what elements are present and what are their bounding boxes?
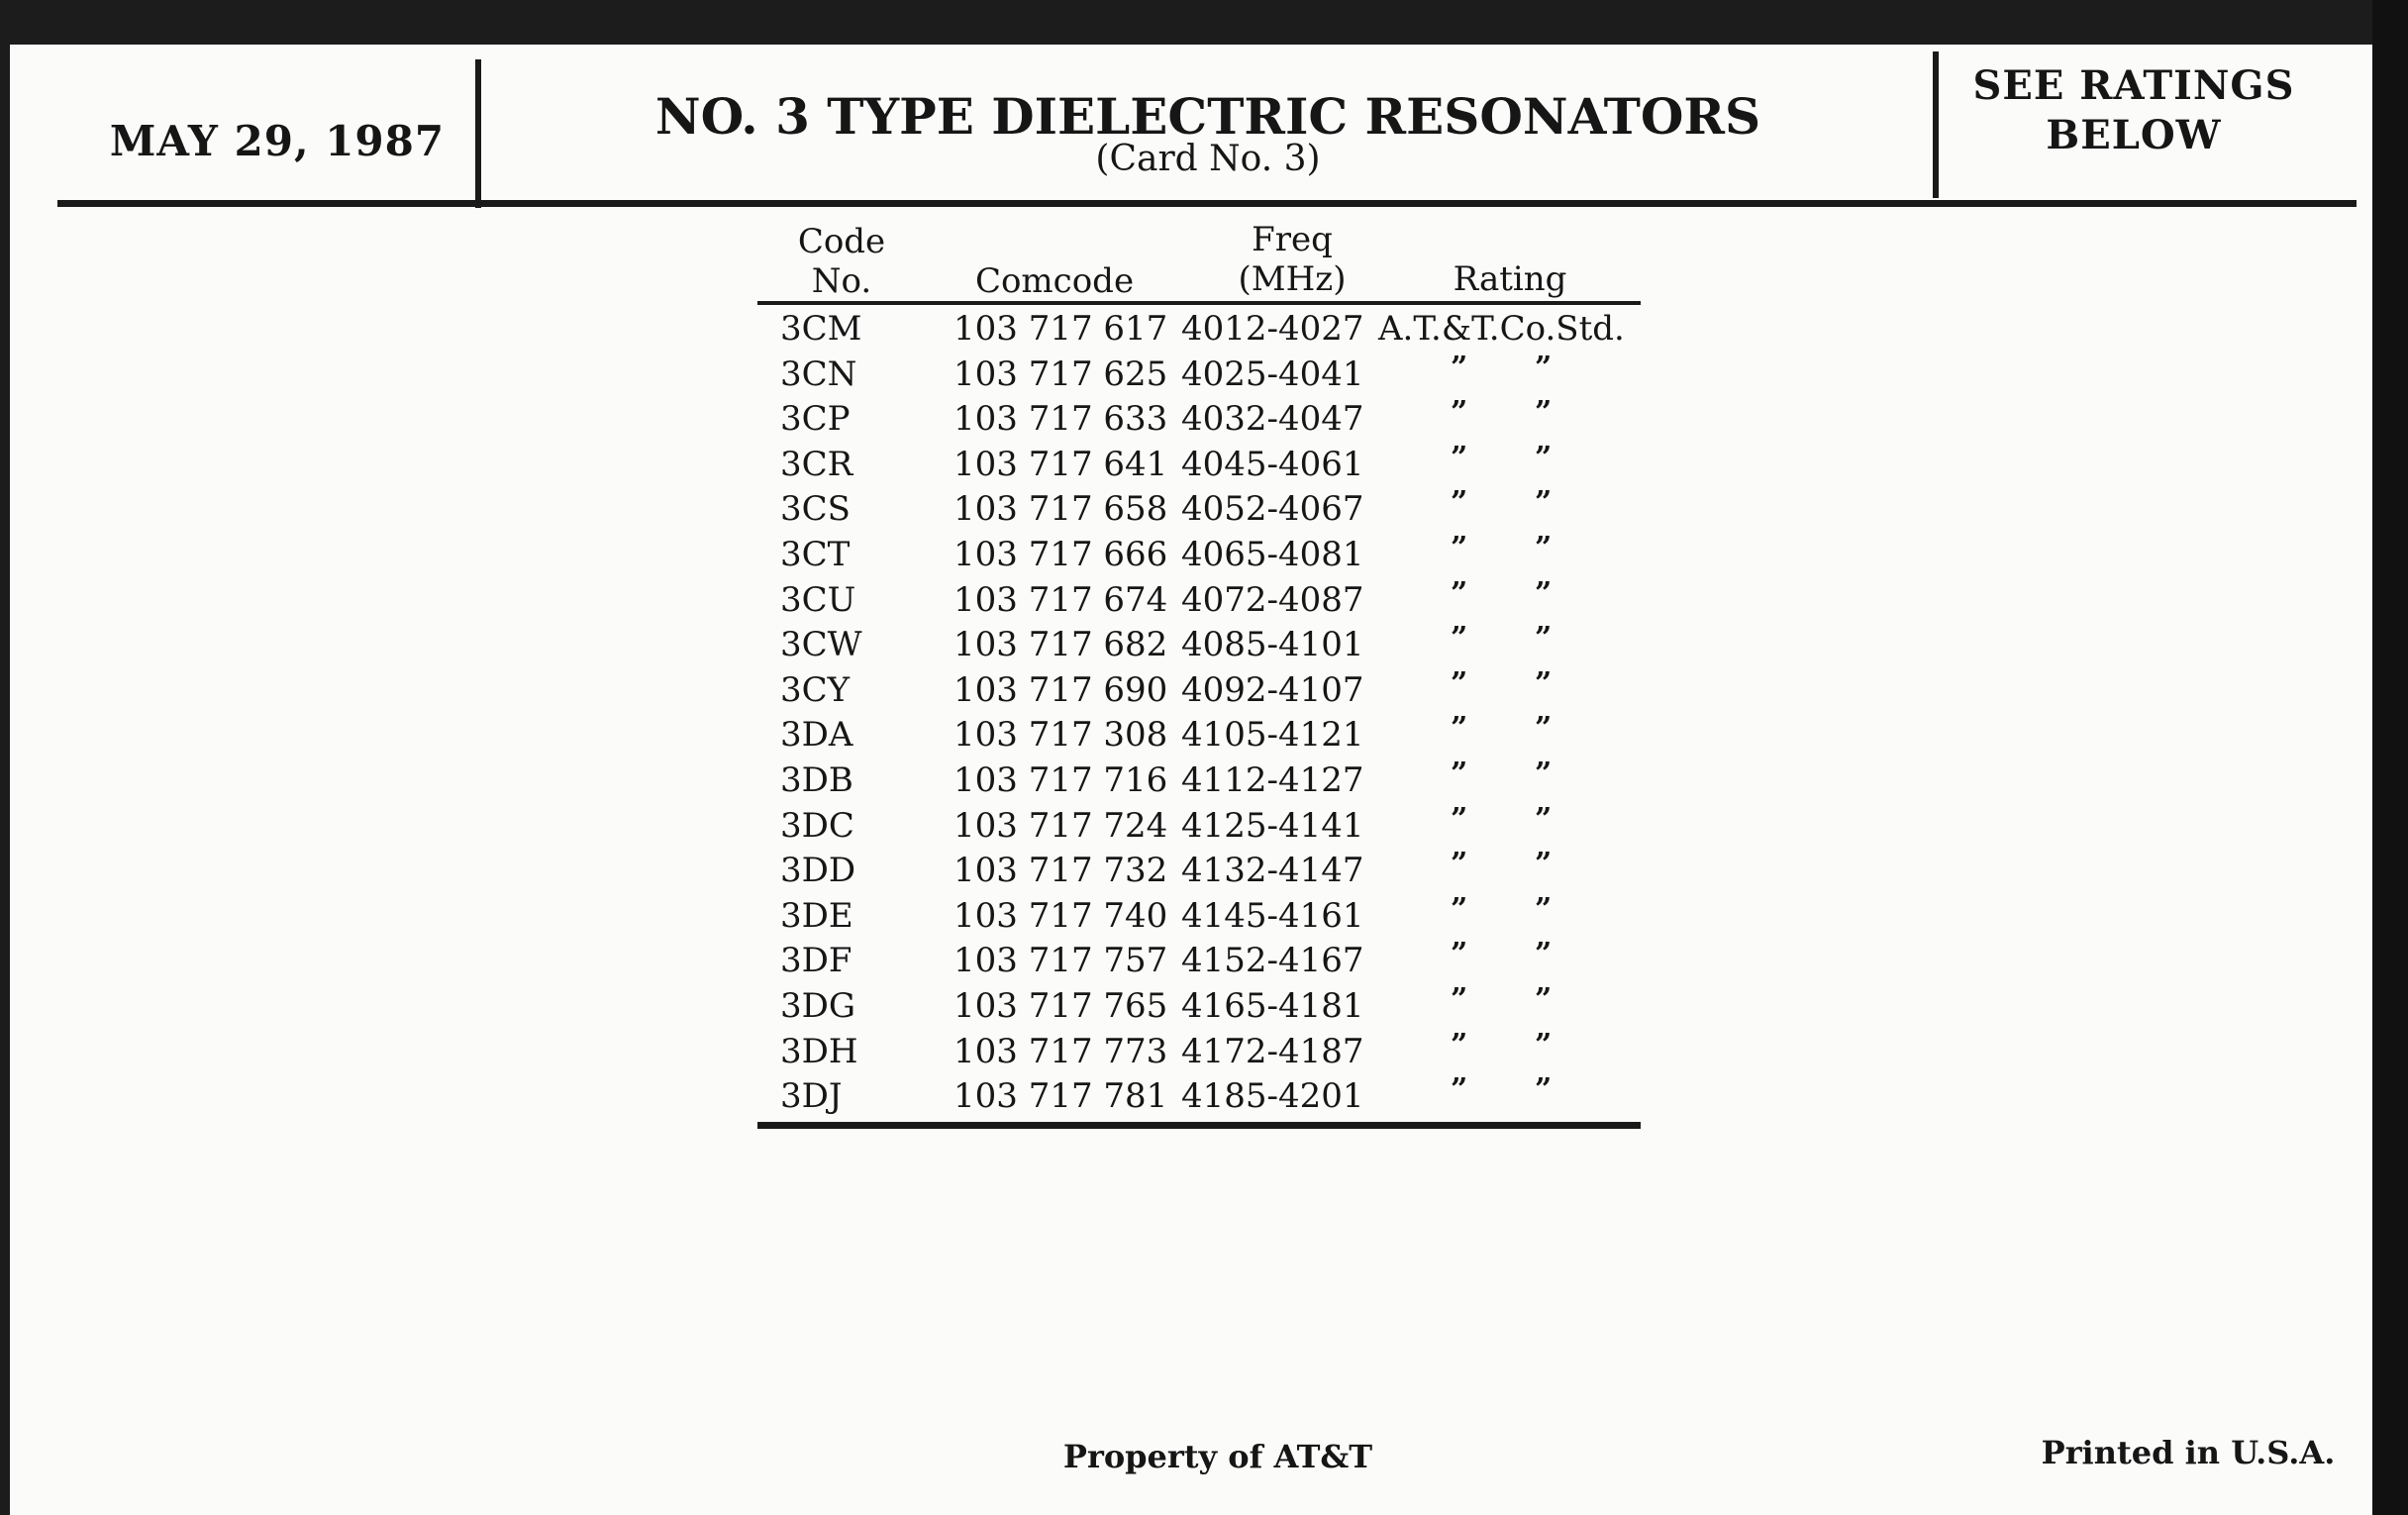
ditto-mark: ” [1451, 440, 1468, 475]
ditto-mark: ” [1451, 981, 1468, 1017]
code-cell: 3DB [780, 759, 853, 800]
comcode-cell: 103 717 617 [953, 309, 1168, 349]
ditto-mark: ” [1451, 756, 1468, 791]
code-cell: 3CP [780, 399, 851, 440]
table-row [757, 1072, 1641, 1118]
freq-cell: 4032-4047 [1181, 399, 1364, 440]
table-body [757, 305, 1641, 1129]
ditto-mark: ” [1451, 1027, 1468, 1062]
header-rating: Rating [1453, 259, 1567, 299]
table-row [757, 1028, 1641, 1073]
ditto-mark: ” [1535, 440, 1553, 475]
freq-cell: 4125-4141 [1181, 805, 1364, 846]
comcode-cell: 103 717 765 [953, 985, 1168, 1026]
comcode-cell: 103 717 682 [953, 625, 1168, 665]
comcode-cell: 103 717 716 [953, 759, 1168, 800]
code-cell: 3CT [780, 534, 851, 574]
code-cell: 3CR [780, 444, 853, 484]
ditto-mark: ” [1451, 891, 1468, 927]
header-rule [57, 200, 2357, 207]
table-row [757, 351, 1641, 396]
header-code [757, 222, 926, 301]
ditto-mark: ” [1451, 395, 1468, 431]
ditto-mark: ” [1535, 891, 1553, 927]
ditto-mark: ” [1451, 847, 1468, 882]
freq-cell: 4185-4201 [1181, 1076, 1364, 1117]
comcode-cell: 103 717 773 [953, 1031, 1168, 1071]
comcode-cell: 103 717 658 [953, 489, 1168, 530]
page-title: NO. 3 TYPE DIELECTRIC RESONATORS [654, 87, 1761, 146]
code-cell: 3DE [780, 895, 853, 936]
table-row [757, 576, 1641, 622]
ditto-mark: ” [1535, 395, 1553, 431]
freq-cell: 4072-4087 [1181, 579, 1364, 620]
freq-cell: 4045-4061 [1181, 444, 1364, 484]
ditto-mark: ” [1535, 621, 1553, 656]
table-row [757, 395, 1641, 441]
table-row [757, 982, 1641, 1028]
comcode-cell: 103 717 781 [953, 1076, 1168, 1117]
scan-edge [2372, 0, 2408, 1515]
freq-cell: 4092-4107 [1181, 669, 1364, 710]
print-note: Printed in U.S.A. [2041, 1434, 2336, 1471]
ditto-mark: ” [1535, 530, 1553, 565]
header-code-line2: No. [811, 261, 872, 301]
ditto-mark: ” [1451, 711, 1468, 747]
rating-cell: A.T.&T.Co.Std. [1378, 309, 1625, 349]
ditto-mark: ” [1451, 485, 1468, 521]
table-row [757, 305, 1641, 351]
comcode-cell: 103 717 724 [953, 805, 1168, 846]
header-freq-line1: Freq [1252, 220, 1333, 259]
code-cell: 3DC [780, 805, 854, 846]
ditto-mark: ” [1535, 847, 1553, 882]
code-cell: 3DD [780, 851, 856, 891]
ditto-mark: ” [1451, 937, 1468, 972]
table-row [757, 711, 1641, 757]
ratings-note [1946, 61, 2322, 160]
header-divider-left [475, 59, 481, 208]
ditto-mark: ” [1535, 350, 1553, 385]
ditto-mark: ” [1535, 756, 1553, 791]
freq-cell: 4132-4147 [1181, 851, 1364, 891]
freq-cell: 4152-4167 [1181, 941, 1364, 981]
comcode-cell: 103 717 690 [953, 669, 1168, 710]
ditto-mark: ” [1535, 711, 1553, 747]
ditto-mark: ” [1535, 665, 1553, 701]
comcode-cell: 103 717 633 [953, 399, 1168, 440]
freq-cell: 4025-4041 [1181, 354, 1364, 394]
ditto-mark: ” [1535, 981, 1553, 1017]
comcode-cell: 103 717 625 [953, 354, 1168, 394]
ditto-mark: ” [1535, 1027, 1553, 1062]
code-cell: 3CM [780, 309, 862, 349]
header-comcode: Comcode [974, 261, 1135, 301]
ditto-mark: ” [1451, 350, 1468, 385]
ditto-mark: ” [1451, 621, 1468, 656]
resonator-table [757, 220, 1641, 1129]
code-cell: 3DF [780, 941, 853, 981]
code-cell: 3CS [780, 489, 851, 530]
code-cell: 3CW [780, 625, 862, 665]
table-row [757, 531, 1641, 576]
table-row [757, 441, 1641, 486]
table-row [757, 892, 1641, 938]
ditto-mark: ” [1535, 485, 1553, 521]
ditto-mark: ” [1451, 530, 1468, 565]
comcode-cell: 103 717 740 [953, 895, 1168, 936]
table-row [757, 485, 1641, 531]
table-header [757, 220, 1641, 305]
freq-cell: 4052-4067 [1181, 489, 1364, 530]
code-cell: 3DJ [780, 1076, 843, 1117]
ditto-mark: ” [1535, 1072, 1553, 1108]
ditto-mark: ” [1451, 575, 1468, 611]
code-cell: 3CY [780, 669, 851, 710]
comcode-cell: 103 717 666 [953, 534, 1168, 574]
ratings-note-line1: SEE RATINGS [1972, 62, 2295, 109]
ditto-mark: ” [1535, 937, 1553, 972]
code-cell: 3CU [780, 579, 856, 620]
header-divider-right [1933, 51, 1939, 198]
header-freq-line2: (MHz) [1238, 259, 1347, 299]
code-cell: 3CN [780, 354, 857, 394]
freq-cell: 4112-4127 [1181, 759, 1364, 800]
freq-cell: 4105-4121 [1181, 715, 1364, 756]
ditto-mark: ” [1451, 1072, 1468, 1108]
table-row [757, 621, 1641, 666]
freq-cell: 4085-4101 [1181, 625, 1364, 665]
freq-cell: 4012-4027 [1181, 309, 1364, 349]
card-number: (Card No. 3) [1095, 139, 1321, 179]
comcode-cell: 103 717 641 [953, 444, 1168, 484]
table-row [757, 757, 1641, 802]
comcode-cell: 103 717 674 [953, 579, 1168, 620]
ditto-mark: ” [1451, 665, 1468, 701]
comcode-cell: 103 717 732 [953, 851, 1168, 891]
code-cell: 3DA [780, 715, 853, 756]
comcode-cell: 103 717 757 [953, 941, 1168, 981]
ownership-note: Property of AT&T [1062, 1438, 1373, 1475]
table-row [757, 802, 1641, 848]
comcode-cell: 103 717 308 [953, 715, 1168, 756]
table-row [757, 937, 1641, 982]
header-code-line1: Code [797, 222, 886, 261]
ditto-mark: ” [1451, 801, 1468, 837]
ditto-mark: ” [1535, 575, 1553, 611]
freq-cell: 4165-4181 [1181, 985, 1364, 1026]
freq-cell: 4172-4187 [1181, 1031, 1364, 1071]
freq-cell: 4145-4161 [1181, 895, 1364, 936]
ratings-note-line2: BELOW [2046, 112, 2222, 158]
card-date: MAY 29, 1987 [109, 117, 446, 165]
code-cell: 3DG [780, 985, 856, 1026]
table-row [757, 847, 1641, 892]
code-cell: 3DH [780, 1031, 858, 1071]
freq-cell: 4065-4081 [1181, 534, 1364, 574]
table-row [757, 666, 1641, 712]
ditto-mark: ” [1535, 801, 1553, 837]
